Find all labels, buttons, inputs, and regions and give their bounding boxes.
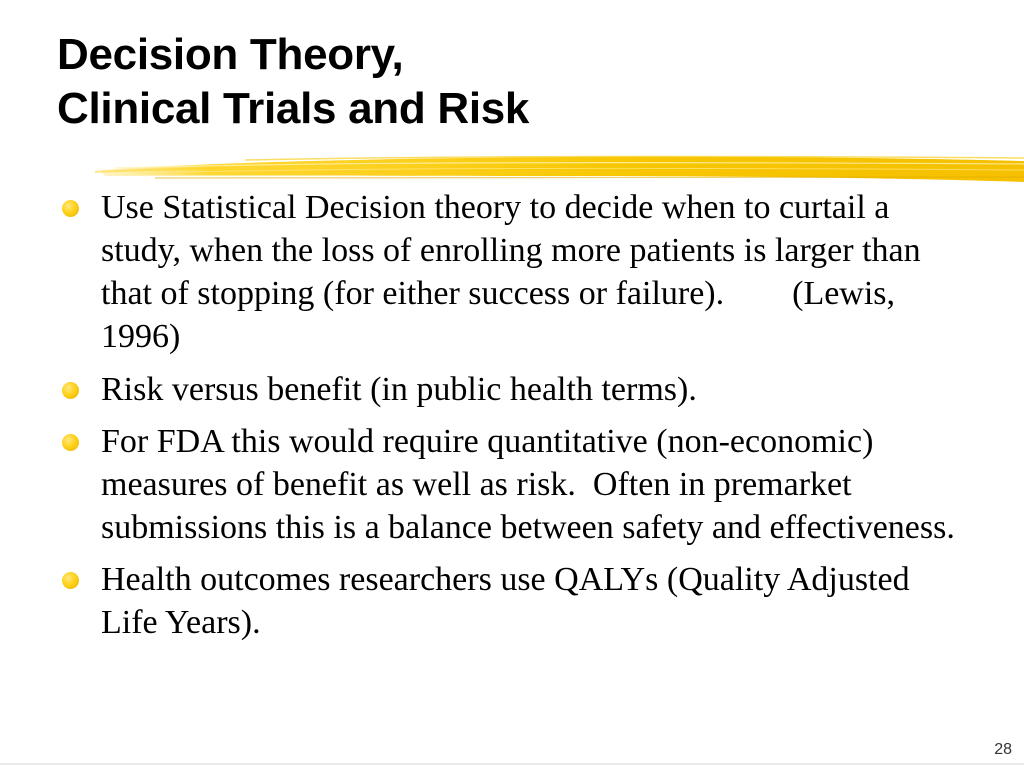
bullet-text: Health outcomes researchers use QALYs (Quality Adjusted Life Years). <box>101 561 919 641</box>
list-item <box>62 368 962 411</box>
bullet-text: Risk versus benefit (in public health terms). <box>101 371 697 408</box>
slide-title <box>57 28 529 136</box>
list-item <box>62 420 962 549</box>
list-item <box>62 558 962 644</box>
bullet-text: Use Statistical Decision theory to decide when to curtail a study, when the loss of enrolling more patients is larger than that of stopping (for either success or failure). (Lewis, 1996) <box>101 189 930 355</box>
yellow-circle-bullet-icon <box>62 572 79 589</box>
yellow-circle-bullet-icon <box>62 382 79 399</box>
slide-title-line-1: Decision Theory, <box>57 30 404 79</box>
bullet-list <box>62 186 962 653</box>
yellow-circle-bullet-icon <box>62 434 79 451</box>
yellow-circle-bullet-icon <box>62 200 79 217</box>
bullet-text: For FDA this would require quantitative (non-economic) measures of benefit as well as risk. Often in premarket submissions this is a balance between safety and effectiveness. <box>101 423 955 546</box>
page-number: 28 <box>994 741 1012 758</box>
slide-title-line-2: Clinical Trials and Risk <box>57 84 530 133</box>
brush-stroke-underline-icon <box>95 148 1024 188</box>
list-item <box>62 186 962 358</box>
bottom-divider <box>0 763 1024 765</box>
